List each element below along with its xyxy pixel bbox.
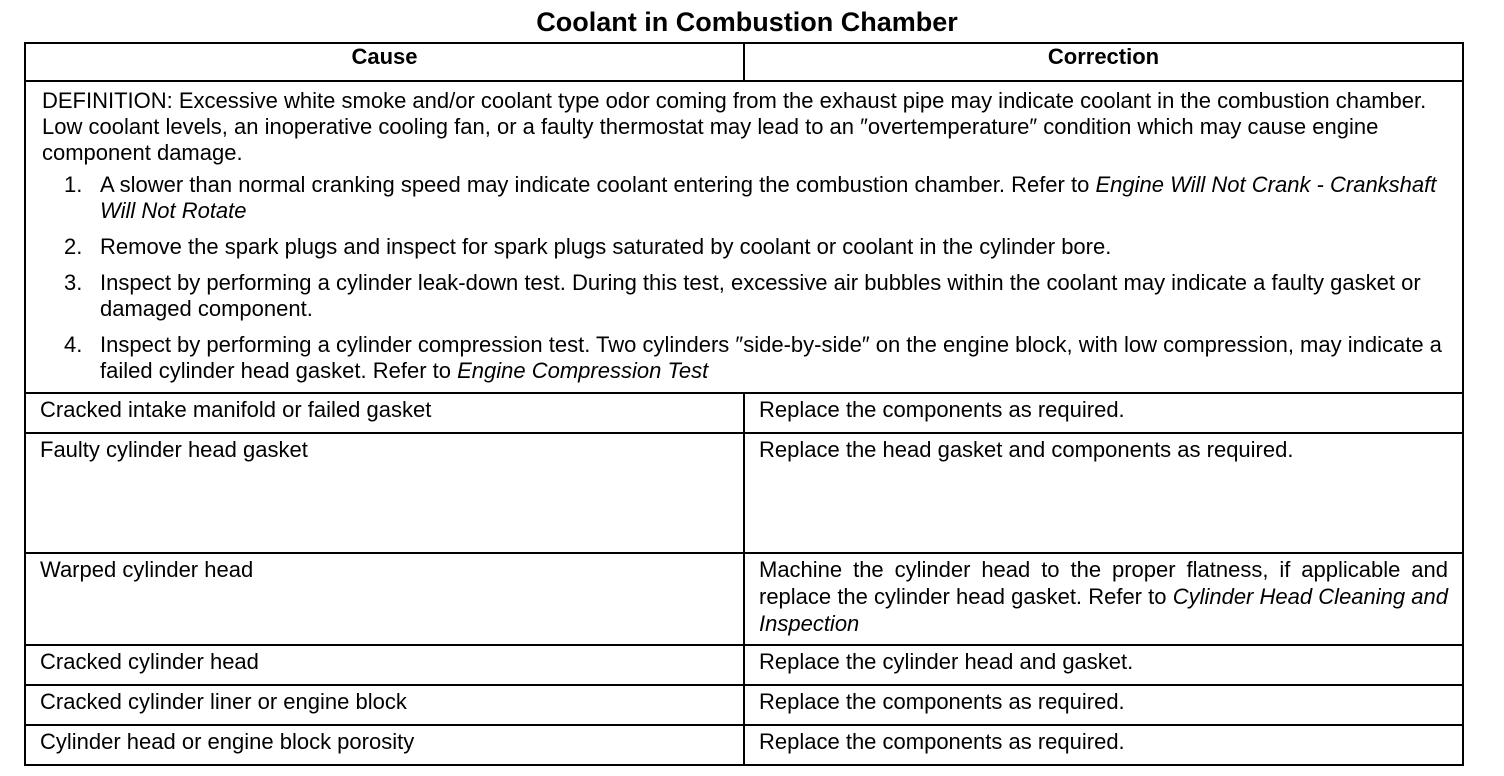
correction-reference: Cylinder Head Cleaning and Inspection xyxy=(759,584,1448,636)
correction-cell: Replace the components as required. xyxy=(744,685,1463,725)
diagnostic-step xyxy=(42,270,1446,322)
cause-column-header: Cause xyxy=(25,43,744,81)
table-row xyxy=(25,725,1463,765)
diagnosis-table xyxy=(24,42,1464,766)
step-number: 2. xyxy=(64,234,83,259)
cause-cell: Cracked intake manifold or failed gasket xyxy=(25,393,744,433)
definition-text: DEFINITION: Excessive white smoke and/or coolant type odor coming from the exhaust pipe may indicate coolant in the combustion chamber. Low coolant levels, an inoperative cooling fan, or a faulty thermostat may lead to an ″overtemperature″ condition which may cause engine component damage. xyxy=(42,88,1427,165)
correction-cell: Replace the components as required. xyxy=(744,725,1463,765)
cause-cell: Cylinder head or engine block porosity xyxy=(25,725,744,765)
diagnostic-step xyxy=(42,172,1446,224)
correction-cell: Replace the head gasket and components as required. xyxy=(744,433,1463,553)
cause-cell: Warped cylinder head xyxy=(25,553,744,645)
cause-cell: Faulty cylinder head gasket xyxy=(25,433,744,553)
header-row xyxy=(25,43,1463,81)
step-number: 1. xyxy=(64,172,83,197)
step-text: Remove the spark plugs and inspect for spark plugs saturated by coolant or coolant in the cylinder bore. xyxy=(100,234,1112,259)
correction-cell: Replace the cylinder head and gasket. xyxy=(744,645,1463,685)
table-row xyxy=(25,645,1463,685)
table-row xyxy=(25,553,1463,645)
step-text: Inspect by performing a cylinder compression test. Two cylinders ″side-by-side″ on the engine block, with low compression, may indicate a failed cylinder head gasket. Refer to xyxy=(100,332,1442,383)
step-number: 4. xyxy=(64,332,83,357)
definition-cell xyxy=(25,81,1463,393)
table-row xyxy=(25,393,1463,433)
diagnostic-step xyxy=(42,234,1446,260)
correction-cell: Replace the components as required. xyxy=(744,393,1463,433)
definition-row xyxy=(25,81,1463,393)
cause-cell: Cracked cylinder liner or engine block xyxy=(25,685,744,725)
page-title: Coolant in Combustion Chamber xyxy=(536,7,958,37)
step-text: A slower than normal cranking speed may indicate coolant entering the combustion chamber. Refer to xyxy=(100,172,1090,197)
step-text: Inspect by performing a cylinder leak-down test. During this test, excessive air bubbles within the coolant may indicate a faulty gasket or damaged component. xyxy=(100,270,1421,321)
step-number: 3. xyxy=(64,270,83,295)
table-row xyxy=(25,433,1463,553)
step-reference: Engine Compression Test xyxy=(457,358,709,383)
table-row xyxy=(25,685,1463,725)
diagnostic-step xyxy=(42,332,1446,384)
diagnostic-steps xyxy=(42,172,1446,384)
correction-cell xyxy=(744,553,1463,645)
correction-column-header: Correction xyxy=(744,43,1463,81)
step-reference: Engine Will Not Crank - Crankshaft Will Not Rotate xyxy=(100,172,1437,223)
cause-cell: Cracked cylinder head xyxy=(25,645,744,685)
correction-text: Machine the cylinder head to the proper flatness, if applicable and replace the cylinder head gasket. Refer to xyxy=(759,557,1448,609)
